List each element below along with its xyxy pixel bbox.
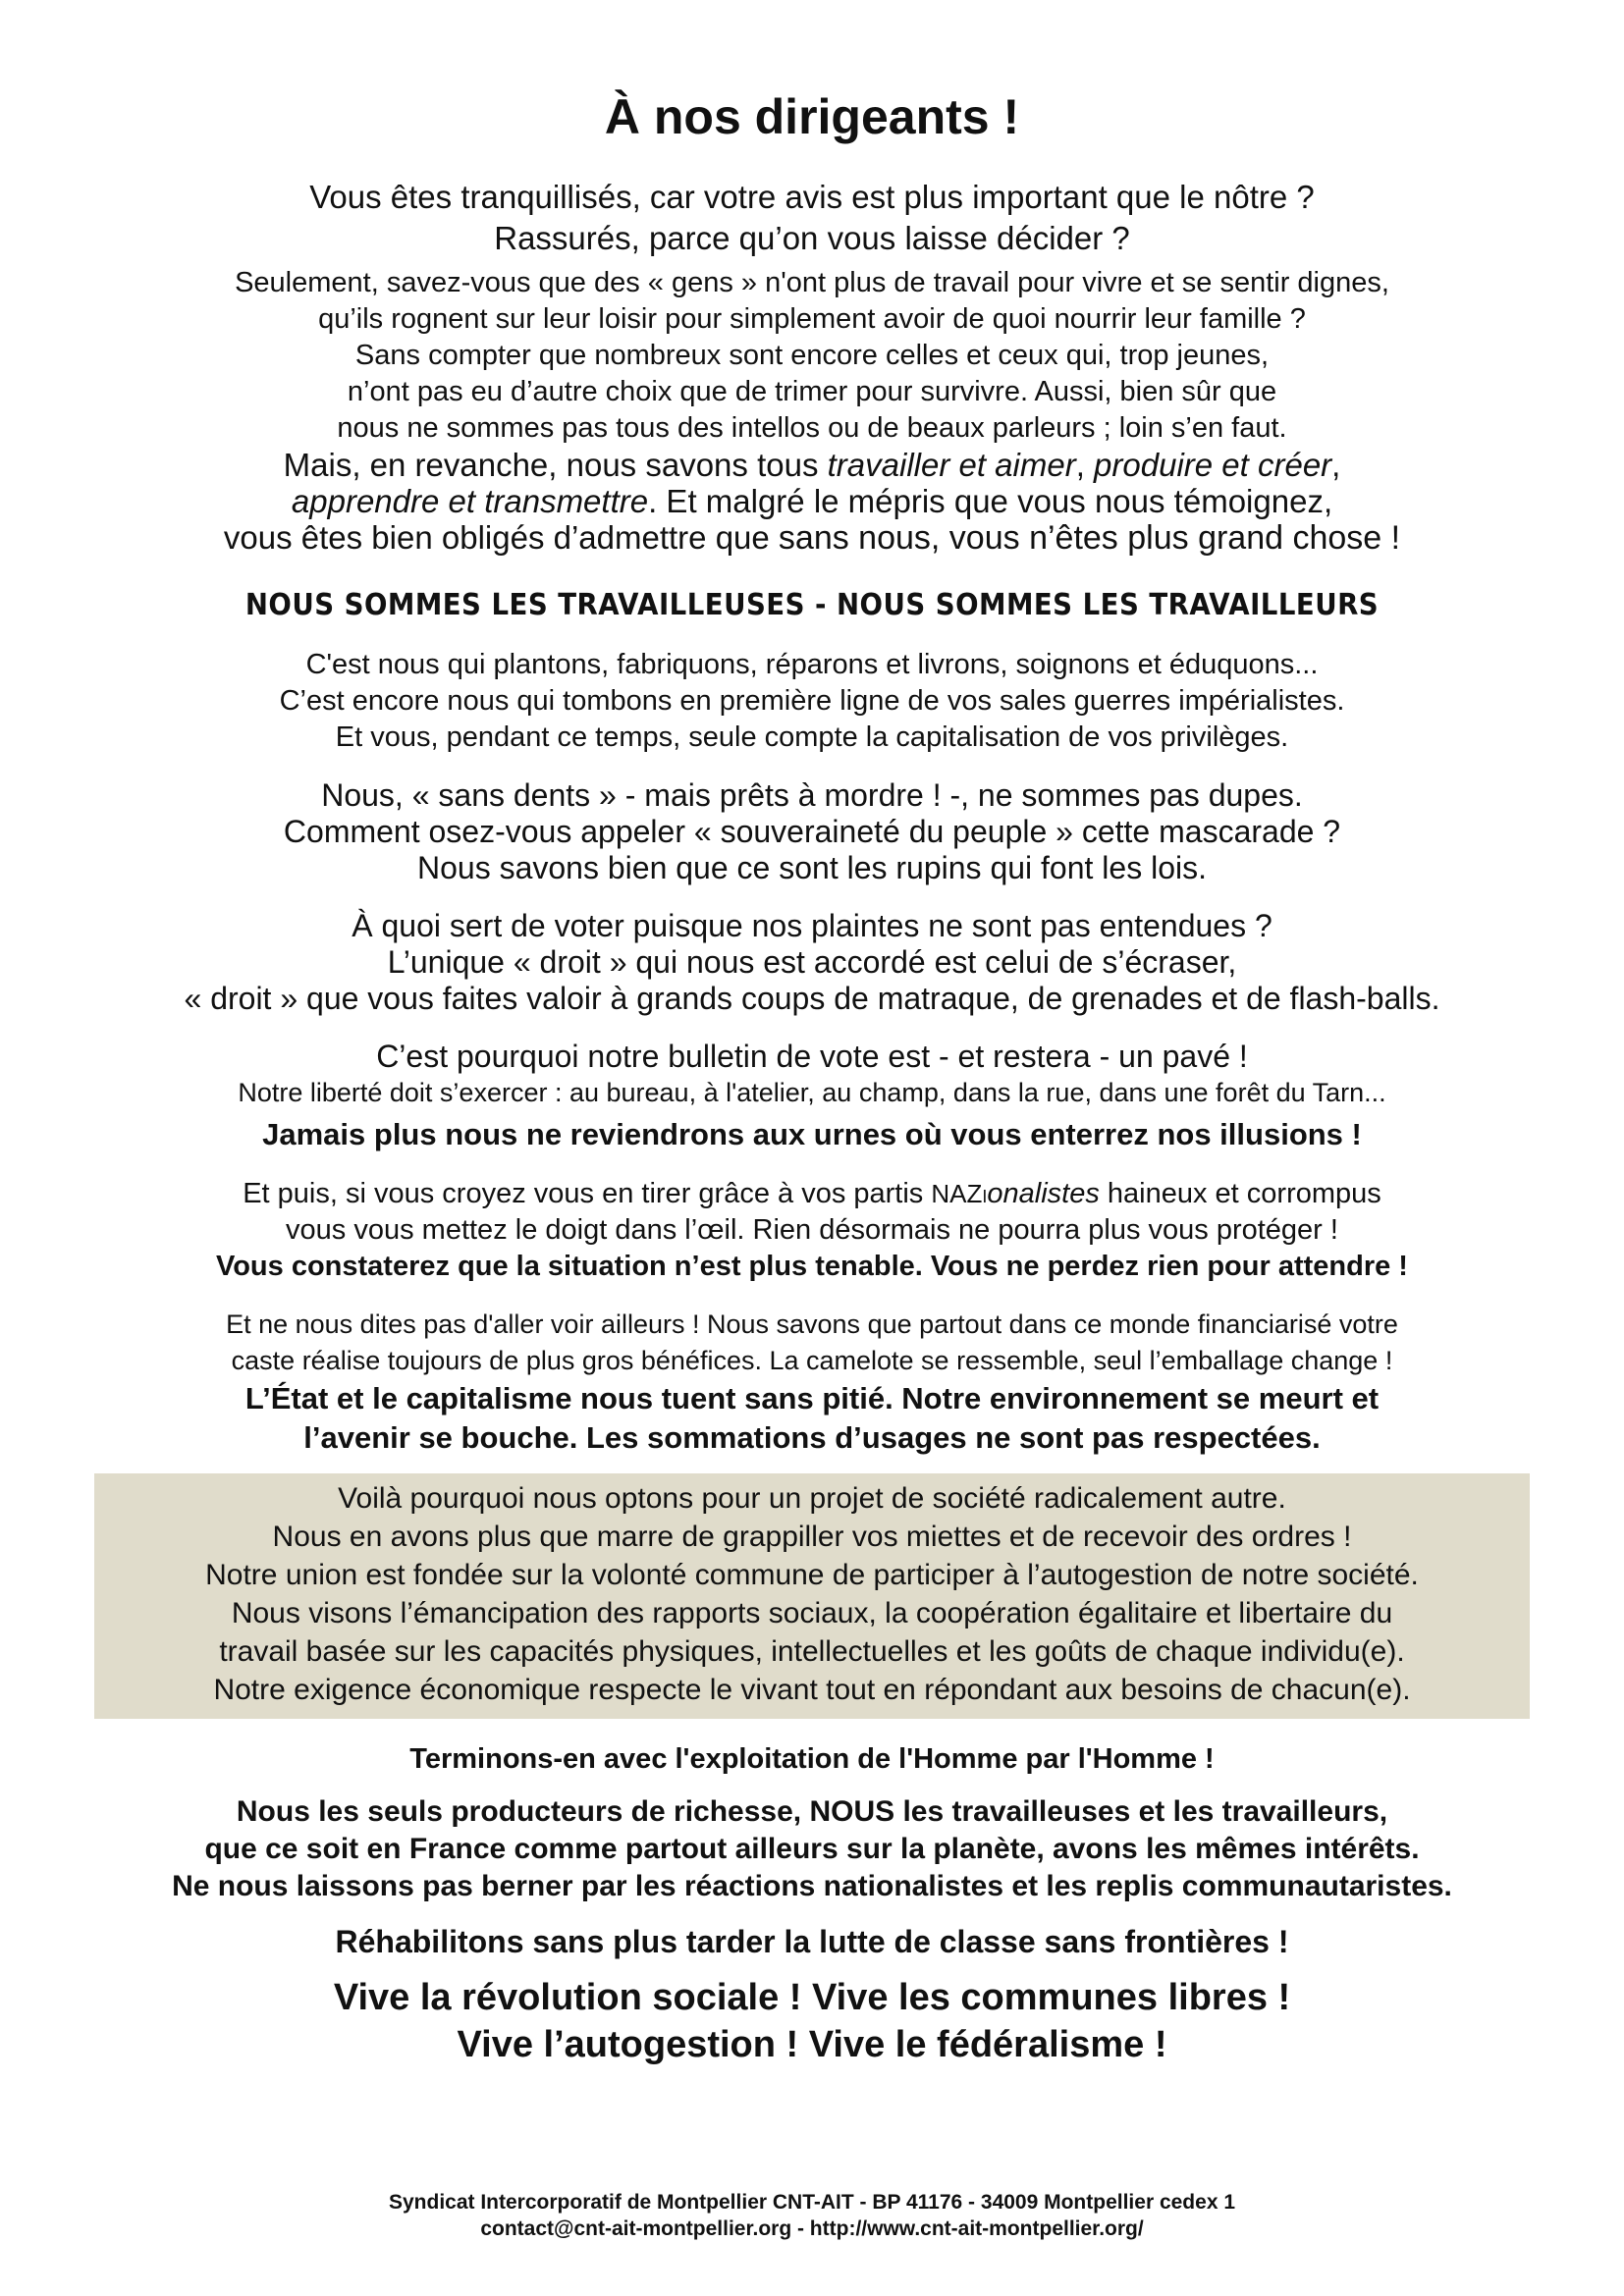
text-line: C'est nous qui plantons, fabriquons, réparons et livrons, soignons et éduquons...	[305, 649, 1319, 680]
text-line: Voilà pourquoi nous optons pour un projet de société radicalement autre.	[338, 1482, 1286, 1515]
text-line: Et vous, pendant ce temps, seule compte la capitalisation de vos privilèges.	[335, 721, 1289, 753]
text-line: Notre liberté doit s’exercer : au bureau, à l'atelier, au champ, dans la rue, dans une forêt du Tarn...	[238, 1078, 1386, 1107]
intro-line: apprendre et transmettre. Et malgré le mépris que vous nous témoignez,	[291, 483, 1333, 519]
bold-statement: Vous constaterez que la situation n’est plus tenable. Vous ne perdez rien pour attendre !	[216, 1251, 1408, 1282]
intro-line: Rassurés, parce qu’on vous laisse décider ?	[494, 220, 1130, 256]
intro-line: Seulement, savez-vous que des « gens » n'ont plus de travail pour vivre et se sentir dignes,	[235, 267, 1389, 298]
intro-line: nous ne sommes pas tous des intellos ou de beaux parleurs ; loin s’en faut.	[337, 412, 1287, 444]
bold-statement: Ne nous laissons pas berner par les réactions nationalistes et les replis communautaristes.	[172, 1870, 1452, 1902]
bold-statement: Jamais plus nous ne reviendrons aux urnes où vous enterrez nos illusions !	[262, 1117, 1362, 1151]
footer	[0, 2189, 1624, 2242]
rehabilitons-line: Réhabilitons sans plus tarder la lutte de classe sans frontières !	[335, 1924, 1289, 1959]
intro-line: Mais, en revanche, nous savons tous travailler et aimer, produire et créer,	[283, 447, 1341, 483]
text-line: Nous visons l’émancipation des rapports sociaux, la coopération égalitaire et libertaire du	[231, 1597, 1393, 1629]
paragraph-sans-dents	[94, 777, 1530, 886]
bold-statement: Nous les seuls producteurs de richesse, NOUS les travailleuses et les travailleurs,	[236, 1795, 1388, 1828]
text-line: Et ne nous dites pas d'aller voir ailleurs ! Nous savons que partout dans ce monde financiarisé votre	[226, 1309, 1398, 1339]
footer-contact: contact@cnt-ait-montpellier.org - http://www.cnt-ait-montpellier.org/	[480, 2217, 1144, 2240]
intro-section	[94, 177, 1530, 557]
text-line: Nous en avons plus que marre de grappiller vos miettes et de recevoir des ordres !	[272, 1521, 1352, 1553]
text-line: caste réalise toujours de plus gros bénéfices. La camelote se ressemble, seul l’emballage change !	[231, 1346, 1393, 1375]
text-line: vous vous mettez le doigt dans l’œil. Rien désormais ne pourra plus vous protéger !	[286, 1214, 1338, 1246]
intro-line: qu’ils rognent sur leur loisir pour simplement avoir de quoi nourrir leur famille ?	[318, 303, 1306, 335]
text-line: Nous savons bien que ce sont les rupins qui font les lois.	[416, 850, 1207, 885]
paragraph-partis	[94, 1176, 1530, 1285]
emphasis-text: produire et créer	[1094, 447, 1332, 483]
footer-address: Syndicat Intercorporatif de Montpellier CNT-AIT - BP 41176 - 34009 Montpellier cedex 1	[388, 2191, 1236, 2214]
paragraph-ailleurs	[94, 1307, 1530, 1458]
paragraph-pave	[94, 1039, 1530, 1154]
paragraph-work	[94, 647, 1530, 756]
intro-line: vous êtes bien obligés d’admettre que sans nous, vous n’êtes plus grand chose !	[223, 519, 1401, 557]
text-line: À quoi sert de voter puisque nos plaintes ne sont pas entendues ?	[352, 908, 1272, 943]
bold-statement: l’avenir se bouche. Les sommations d’usages ne sont pas respectées.	[303, 1420, 1321, 1455]
text-line: C’est encore nous qui tombons en première ligne de vos sales guerres impérialistes.	[279, 685, 1345, 717]
text-line: L’unique « droit » qui nous est accordé est celui de s’écraser,	[387, 944, 1237, 980]
emphasis-text: sans nous, vous n’êtes plus grand chose !	[778, 519, 1401, 557]
page-title: À nos dirigeants !	[604, 89, 1020, 144]
emphasis-text: onalistes	[987, 1178, 1100, 1209]
text-line: Et puis, si vous croyez vous en tirer grâce à vos partis NAZionalistes haineux et corrompus	[243, 1178, 1381, 1209]
slogan-heading: NOUS SOMMES LES TRAVAILLEUSES - NOUS SOMMES LES TRAVAILLEURS	[244, 588, 1380, 622]
intro-line: Sans compter que nombreux sont encore celles et ceux qui, trop jeunes,	[354, 340, 1270, 371]
paragraph-producteurs	[94, 1793, 1530, 1905]
intro-line: n’ont pas eu d’autre choix que de trimer pour survivre. Aussi, bien sûr que	[347, 376, 1277, 407]
text-line: C’est pourquoi notre bulletin de vote est - et restera - un pavé !	[376, 1039, 1248, 1074]
text-line: Nous, « sans dents » - mais prêts à mordre ! -, ne sommes pas dupes.	[321, 777, 1303, 813]
text-line: travail basée sur les capacités physiques, intellectuelles et les goûts de chaque individu(e).	[219, 1635, 1405, 1668]
text-line: Comment osez-vous appeler « souveraineté du peuple » cette mascarade ?	[283, 814, 1341, 849]
bold-statement: L’État et le capitalisme nous tuent sans pitié. Notre environnement se meurt et	[244, 1381, 1380, 1415]
intro-line: Vous êtes tranquillisés, car votre avis est plus important que le nôtre ?	[309, 179, 1315, 215]
nazi-smallcaps-text: NAZi	[931, 1179, 988, 1208]
emphasis-text: travailler et aimer	[827, 447, 1076, 483]
text-line: Notre exigence économique respecte le vivant tout en répondant aux besoins de chacun(e).	[213, 1674, 1411, 1706]
closing-slogan: Vive la révolution sociale ! Vive les communes libres !	[333, 1977, 1291, 2018]
closing-slogan: Vive l’autogestion ! Vive le fédéralisme !	[457, 2024, 1167, 2065]
paragraph-vote	[94, 908, 1530, 1017]
bold-statement: que ce soit en France comme partout ailleurs sur la planète, avons les mêmes intérêts.	[204, 1833, 1420, 1865]
text-line: « droit » que vous faites valoir à grands coups de matraque, de grenades et de flash-balls.	[184, 981, 1440, 1016]
highlight-box	[94, 1473, 1530, 1719]
text-line: Notre union est fondée sur la volonté commune de participer à l’autogestion de notre société.	[205, 1559, 1419, 1591]
closing-slogans	[94, 1974, 1530, 2068]
terminons-line: Terminons-en avec l'exploitation de l'Homme par l'Homme !	[409, 1743, 1215, 1775]
emphasis-text: apprendre et transmettre	[291, 483, 649, 519]
